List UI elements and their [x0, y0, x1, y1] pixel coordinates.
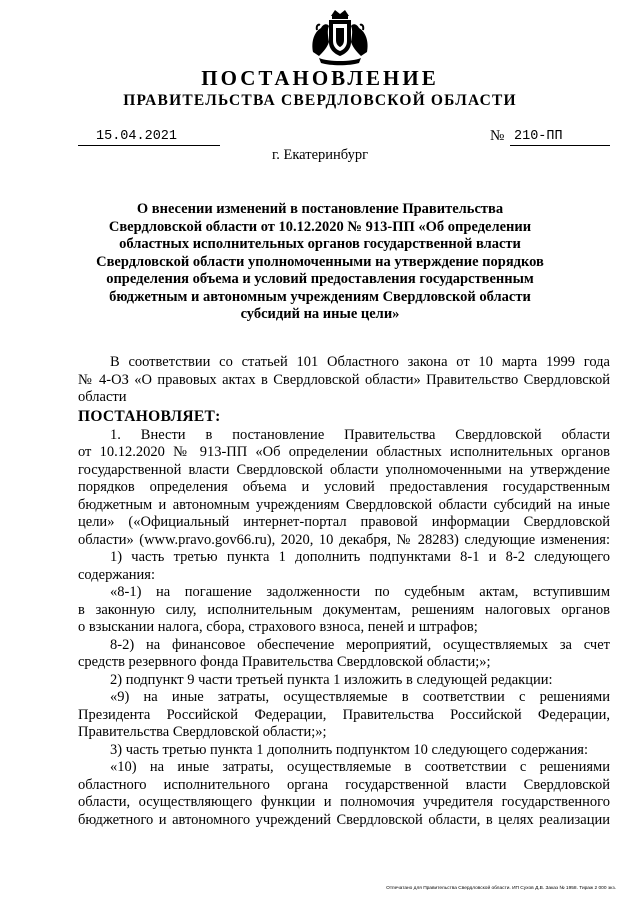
heading-line: определения объема и условий предоставления государственным — [106, 271, 534, 287]
body-line: Правительства Свердловской области;»; — [78, 724, 327, 740]
heading-line: Свердловской области от 10.12.2020 № 913-ПП «Об определении — [108, 218, 532, 235]
heading-line: О внесении изменений в постановление Правительства — [136, 201, 504, 217]
document-city: г. Екатеринбург — [271, 147, 369, 163]
body-line: о взыскании налога, сбора, страхового взноса, пеней и штрафов; — [78, 619, 478, 635]
body-line: бюджетного и автономного учреждений Свердловской области, в целях реализации — [78, 811, 610, 828]
body-line: 8-2) на финансовое обеспечение мероприятий, осуществляемых за счет — [110, 636, 610, 653]
body-line: 1) часть третью пункта 1 дополнить подпунктами 8-1 и 8-2 следующего — [110, 549, 610, 565]
heading-line: субсидий на иные цели» — [240, 306, 400, 322]
body-line: 3) часть третью пункта 1 дополнить подпунктом 10 следующего содержания: — [110, 741, 588, 758]
heading-line: областных исполнительных органов государственной власти — [119, 236, 521, 252]
body-line: области — [78, 389, 127, 405]
heading-line: бюджетным и автономным учреждениям Свердловской области — [109, 288, 531, 305]
coat-of-arms-icon — [305, 6, 375, 66]
body-line: № 4-ОЗ «О правовых актах в Свердловской области» Правительство Свердловской — [78, 371, 610, 388]
document-title: ПОСТАНОВЛЕНИЕ — [201, 66, 439, 90]
body-line: содержания: — [78, 566, 156, 583]
decree-word: ПОСТАНОВЛЯЕТ: — [78, 407, 221, 425]
body-line: порядков определения объема и условий предоставления государственным — [78, 479, 610, 495]
body-line: средств резервного фонда Правительства Свердловской области;»; — [78, 654, 491, 670]
body-line: от 10.12.2020 № 913-ПП «Об определении областных исполнительных органов — [78, 444, 610, 460]
heading-line: Свердловской области уполномоченными на утверждение порядков — [96, 253, 544, 270]
body-line: «9) на иные затраты, осуществляемые в соответствии с решениями — [110, 689, 610, 705]
body-line: Президента Российской Федерации, Правительства Российской Федерации, — [78, 706, 610, 723]
body-line: 2) подпункт 9 части третьей пункта 1 изложить в следующей редакции: — [110, 671, 553, 688]
print-footer: Отпечатано для Правительства Свердловской области. ИП Сухов Д.В. Заказ № 1958. Тираж 2 000 экз. — [386, 886, 616, 891]
body-line: «10) на иные затраты, осуществляемые в соответствии с решениями — [110, 759, 610, 775]
body-line: бюджетным и автономным учреждениям Свердловской области субсидий на иные — [78, 496, 610, 513]
body-line: в законную силу, исполнительным документам, решениям налоговых органов — [78, 601, 610, 618]
document-subtitle: ПРАВИТЕЛЬСТВА СВЕРДЛОВСКОЙ ОБЛАСТИ — [123, 92, 517, 109]
document-heading — [90, 201, 550, 324]
document-date: 15.04.2021 — [78, 129, 220, 146]
body-line: цели» («Официальный интернет-портал правовой информации Свердловской — [78, 514, 610, 530]
body-line: области» (www.pravo.gov66.ru), 2020, 10 декабря, № 28283) следующие изменения: — [78, 531, 610, 548]
body-line: 1. Внести в постановление Правительства Свердловской области — [110, 426, 610, 443]
body-line: «8-1) на погашение задолженности по судебным актам, вступившим — [110, 584, 610, 600]
document-number-label: № — [490, 128, 505, 144]
body-line: области, осуществляющего функции и полномочия учредителя государственного — [78, 794, 610, 810]
document-number: 210-ПП — [510, 129, 610, 146]
body-line: В соответствии со статьей 101 Областного закона от 10 марта 1999 года — [110, 354, 610, 370]
document-body — [78, 354, 610, 829]
body-line: государственной власти Свердловской области уполномоченными на утверждение — [78, 461, 610, 478]
body-line: областного исполнительного органа государственной власти Свердловской — [78, 776, 610, 793]
